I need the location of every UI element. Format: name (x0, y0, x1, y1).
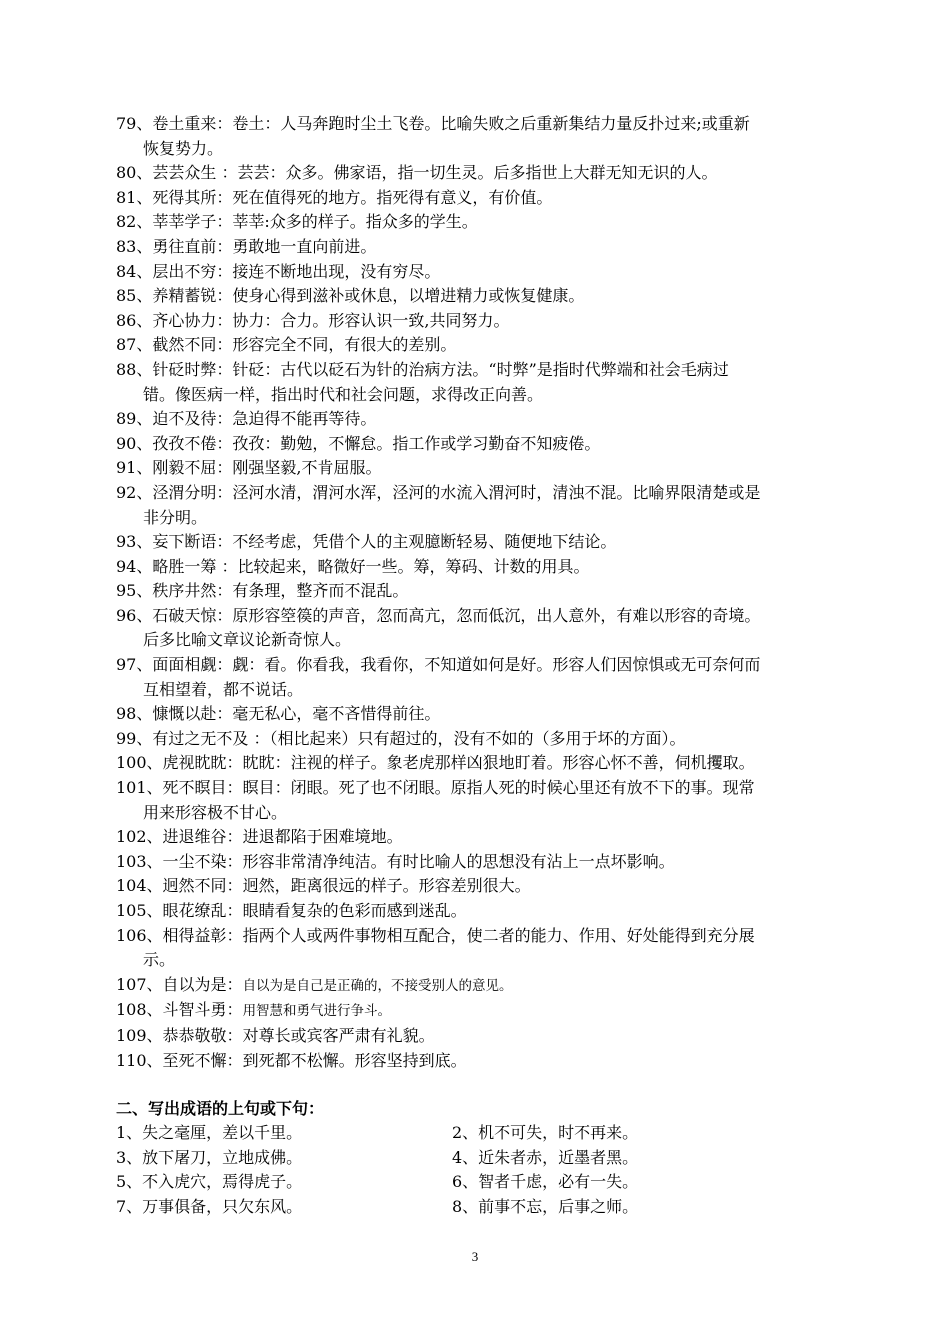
idiom-pair-item: 5、不入虎穴，焉得虎子。 (116, 1172, 303, 1192)
idiom-definition: 迥然，距离很远的样子。形容差别很大。 (242, 876, 531, 896)
idiom-entry (116, 481, 846, 530)
page-number: 3 (471, 1249, 479, 1264)
idiom-entry-body (116, 702, 846, 727)
idiom-entry (116, 1049, 846, 1074)
idiom-term: 莘莘学子： (152, 212, 233, 232)
idiom-entry-body (116, 1024, 846, 1049)
idiom-entry (116, 432, 846, 457)
idiom-term: 勇往直前： (152, 236, 233, 256)
idiom-definition-continued: 互相望着，都不说话。 (143, 679, 304, 699)
entry-number: 102、 (116, 827, 163, 847)
idiom-definition: 莘莘:众多的样子。指众多的学生。 (232, 212, 478, 232)
idiom-entry-body (116, 604, 846, 653)
idiom-definition: 眼睛看复杂的色彩而感到迷乱。 (242, 901, 467, 920)
entry-number: 98、 (116, 704, 153, 724)
idiom-entry (116, 899, 846, 924)
entry-number: 91、 (116, 458, 153, 478)
entry-number: 105、 (116, 901, 163, 920)
idiom-entry-body (116, 776, 846, 825)
idiom-definition: 死在值得死的地方。指死得有意义，有价值。 (232, 187, 553, 207)
idiom-entry-body (116, 973, 846, 999)
idiom-entry (116, 333, 846, 358)
idiom-entry-body (116, 358, 846, 407)
idiom-entry (116, 1024, 846, 1049)
idiom-pair-item: 4、近朱者赤，近墨者黑。 (452, 1147, 639, 1167)
idiom-entry-body (116, 1049, 846, 1074)
idiom-definition: 比较起来，略微好一些。筹，筹码、计数的用具。 (237, 556, 590, 576)
idiom-entry (116, 727, 846, 752)
idiom-definition: 不经考虑，凭借个人的主观臆断轻易、随便地下结论。 (232, 532, 617, 552)
idiom-definition-continued: 非分明。 (143, 507, 208, 527)
idiom-term: 迫不及待： (152, 409, 233, 429)
idiom-term: 相得益彰： (162, 925, 243, 945)
idiom-term: 针砭时弊： (152, 359, 233, 379)
idiom-entry-body (116, 874, 846, 899)
idiom-entry-body (116, 998, 846, 1024)
idiom-definition: 到死都不松懈。形容坚持到底。 (242, 1050, 467, 1070)
idiom-entry (116, 874, 846, 899)
entry-number: 88、 (116, 359, 153, 379)
idiom-term: 截然不同： (152, 335, 233, 355)
idiom-entry-body (116, 456, 846, 481)
idiom-entry (116, 260, 846, 285)
idiom-definition-continued: 用来形容极不甘心。 (143, 802, 288, 822)
idiom-term: 孜孜不倦： (152, 433, 233, 453)
idiom-entry (116, 850, 846, 875)
idiom-definition-continued: 恢复势力。 (143, 138, 224, 158)
idiom-entry (116, 358, 846, 407)
idiom-term: 虎视眈眈： (162, 753, 243, 773)
idiom-entry-body (116, 186, 846, 211)
entry-number: 104、 (116, 876, 163, 896)
idiom-entry-body (116, 407, 846, 432)
idiom-entry-body (116, 112, 846, 161)
idiom-entry-body (116, 899, 846, 924)
idiom-definition: 原形容箜篌的声音，忽而高亢，忽而低沉，出人意外，有难以形容的奇境。 (232, 605, 761, 625)
idiom-definition: 泾河水清，渭河水浑，泾河的水流入渭河时，清浊不混。比喻界限清楚或是 (232, 482, 761, 502)
idiom-definition: 毫无私心，毫不吝惜得前往。 (232, 704, 441, 724)
entry-number: 103、 (116, 851, 163, 871)
idiom-entry (116, 825, 846, 850)
idiom-definition-list (116, 112, 846, 1073)
idiom-term: 自以为是： (162, 974, 243, 994)
idiom-definition: 眈眈：注视的样子。象老虎那样凶狠地盯着。形容心怀不善，伺机攫取。 (242, 753, 755, 773)
entry-number: 97、 (116, 655, 153, 675)
idiom-term: 斗智斗勇： (162, 1000, 243, 1020)
idiom-pair-item: 2、机不可失，时不再来。 (452, 1123, 639, 1143)
entry-number: 106、 (116, 925, 163, 945)
entry-number: 81、 (116, 187, 153, 207)
idiom-term: 死不瞑目： (162, 778, 243, 798)
idiom-definition: 瞑目：闭眼。死了也不闭眼。原指人死的时候心里还有放不下的事。现常 (242, 778, 755, 798)
idiom-entry (116, 456, 846, 481)
idiom-definition: 有条理，整齐而不混乱。 (232, 581, 409, 601)
idiom-entry (116, 751, 846, 776)
idiom-entry (116, 604, 846, 653)
entry-number: 107、 (116, 974, 163, 994)
idiom-pair-item: 8、前事不忘，后事之师。 (452, 1196, 639, 1216)
idiom-pair-item: 6、智者千虑，必有一失。 (452, 1172, 639, 1192)
idiom-pair-item: 1、失之毫厘，差以千里。 (116, 1123, 303, 1143)
idiom-term: 齐心协力： (152, 310, 233, 330)
idiom-pair-item: 3、放下屠刀，立地成佛。 (116, 1147, 303, 1167)
idiom-entry-body (116, 260, 846, 285)
idiom-term: 迥然不同： (162, 876, 243, 896)
idiom-definition-continued: 示。 (143, 950, 176, 970)
idiom-entry (116, 702, 846, 727)
idiom-entry-body (116, 727, 846, 752)
idiom-entry-body (116, 579, 846, 604)
entry-number: 96、 (116, 605, 153, 625)
idiom-term: 死得其所： (152, 187, 233, 207)
idiom-definition: 针砭：古代以砭石为针的治病方法。“时弊”是指时代弊端和社会毛病过 (232, 359, 729, 379)
idiom-definition: 协力：合力。形容认识一致,共同努力。 (232, 310, 510, 330)
idiom-term: 刚毅不屈： (152, 458, 233, 478)
idiom-term: 面面相觑： (152, 655, 233, 675)
idiom-term: 略胜一筹 ： (152, 556, 238, 576)
idiom-entry (116, 284, 846, 309)
idiom-entry-body (116, 653, 846, 702)
entry-number: 85、 (116, 286, 153, 306)
idiom-term: 泾渭分明： (152, 482, 233, 502)
idiom-pairs-grid (116, 1121, 846, 1219)
section-title: 二、写出成语的上句或下句： (116, 1099, 325, 1119)
idiom-definition: 卷土：人马奔跑时尘土飞卷。比喻失败之后重新集结力量反扑过来;或重新 (232, 114, 750, 133)
entry-number: 90、 (116, 433, 153, 453)
entry-number: 99、 (116, 728, 153, 748)
idiom-entry-body (116, 284, 846, 309)
idiom-entry-body (116, 333, 846, 358)
idiom-term: 养精蓄锐： (152, 286, 233, 306)
idiom-entry-body (116, 432, 846, 457)
idiom-entry (116, 653, 846, 702)
idiom-term: 眼花缭乱： (162, 901, 243, 920)
idiom-term: 卷土重来： (152, 114, 233, 133)
idiom-pair-item: 7、万事俱备，只欠东风。 (116, 1196, 303, 1216)
entry-number: 108、 (116, 1000, 163, 1020)
idiom-entry (116, 776, 846, 825)
idiom-definition: 刚强坚毅,不肯屈服。 (232, 458, 382, 478)
idiom-entry (116, 210, 846, 235)
idiom-definition: 形容完全不同，有很大的差别。 (232, 335, 457, 355)
idiom-entry (116, 924, 846, 973)
idiom-entry-body (116, 850, 846, 875)
idiom-definition-continued: 错。像医病一样，指出时代和社会问题，求得改正向善。 (143, 384, 544, 404)
idiom-definition: 用智慧和勇气进行争斗。 (242, 1003, 392, 1020)
idiom-definition: 指两个人或两件事物相互配合，使二者的能力、作用、好处能得到充分展 (242, 925, 755, 945)
entry-number: 109、 (116, 1025, 163, 1045)
idiom-entry (116, 555, 846, 580)
idiom-entry (116, 112, 846, 161)
entry-number: 92、 (116, 482, 153, 502)
entry-number: 83、 (116, 236, 153, 256)
idiom-term: 慷慨以赴： (152, 704, 233, 724)
idiom-entry (116, 161, 846, 186)
idiom-term: 进退维谷： (162, 827, 243, 847)
idiom-definition: 孜孜：勤勉，不懈怠。指工作或学习勤奋不知疲倦。 (232, 433, 601, 453)
idiom-entry-body (116, 210, 846, 235)
idiom-term: 石破天惊： (152, 605, 233, 625)
idiom-entry (116, 998, 846, 1024)
idiom-entry (116, 973, 846, 999)
idiom-entry-body (116, 235, 846, 260)
idiom-term: 秩序井然： (152, 581, 233, 601)
idiom-definition: 勇敢地一直向前进。 (232, 236, 377, 256)
idiom-definition: 进退都陷于困难境地。 (242, 827, 403, 847)
entry-number: 80、 (116, 163, 153, 183)
idiom-definition: 接连不断地出现，没有穷尽。 (232, 261, 441, 281)
idiom-definition: 芸芸：众多。佛家语，指一切生灵。后多指世上大群无知无识的人。 (237, 163, 718, 183)
entry-number: 79、 (116, 114, 153, 133)
idiom-entry-body (116, 530, 846, 555)
idiom-entry (116, 186, 846, 211)
idiom-entry-body (116, 161, 846, 186)
idiom-term: 妄下断语： (152, 532, 233, 552)
idiom-entry-body (116, 309, 846, 334)
entry-number: 101、 (116, 778, 163, 798)
idiom-definition-continued: 后多比喻文章议论新奇惊人。 (143, 630, 352, 650)
idiom-entry-body (116, 481, 846, 530)
idiom-entry (116, 309, 846, 334)
idiom-definition: 觑：看。你看我，我看你，不知道如何是好。形容人们因惊惧或无可奈何而 (232, 655, 761, 675)
entry-number: 84、 (116, 261, 153, 281)
idiom-term: 有过之无不及 ： (152, 728, 270, 748)
idiom-term: 层出不穷： (152, 261, 233, 281)
entry-number: 82、 (116, 212, 153, 232)
entry-number: 87、 (116, 335, 153, 355)
idiom-definition: 使身心得到滋补或休息，以增进精力或恢复健康。 (232, 286, 585, 306)
entry-number: 93、 (116, 532, 153, 552)
entry-number: 100、 (116, 753, 163, 773)
idiom-term: 一尘不染： (162, 851, 243, 871)
entry-number: 89、 (116, 409, 153, 429)
idiom-term: 芸芸众生 ： (152, 163, 238, 183)
idiom-entry-body (116, 751, 846, 776)
idiom-term: 恭恭敬敬： (162, 1025, 243, 1045)
entry-number: 94、 (116, 556, 153, 576)
idiom-entry (116, 235, 846, 260)
idiom-definition: 对尊长或宾客严肃有礼貌。 (242, 1025, 435, 1045)
idiom-definition: （相比起来）只有超过的，没有不如的（多用于坏的方面）。 (269, 728, 686, 748)
entry-number: 110、 (116, 1050, 163, 1070)
idiom-definition: 形容非常清净纯洁。有时比喻人的思想没有沾上一点坏影响。 (242, 851, 675, 871)
idiom-entry-body (116, 555, 846, 580)
document-page (116, 112, 846, 1220)
idiom-entry (116, 530, 846, 555)
idiom-definition: 自以为是自己是正确的，不接受别人的意见。 (242, 977, 513, 994)
idiom-entry (116, 407, 846, 432)
idiom-definition: 急迫得不能再等待。 (232, 409, 377, 429)
idiom-entry-body (116, 924, 846, 973)
idiom-entry-body (116, 825, 846, 850)
entry-number: 86、 (116, 310, 153, 330)
idiom-term: 至死不懈： (162, 1050, 243, 1070)
entry-number: 95、 (116, 581, 153, 601)
idiom-entry (116, 579, 846, 604)
